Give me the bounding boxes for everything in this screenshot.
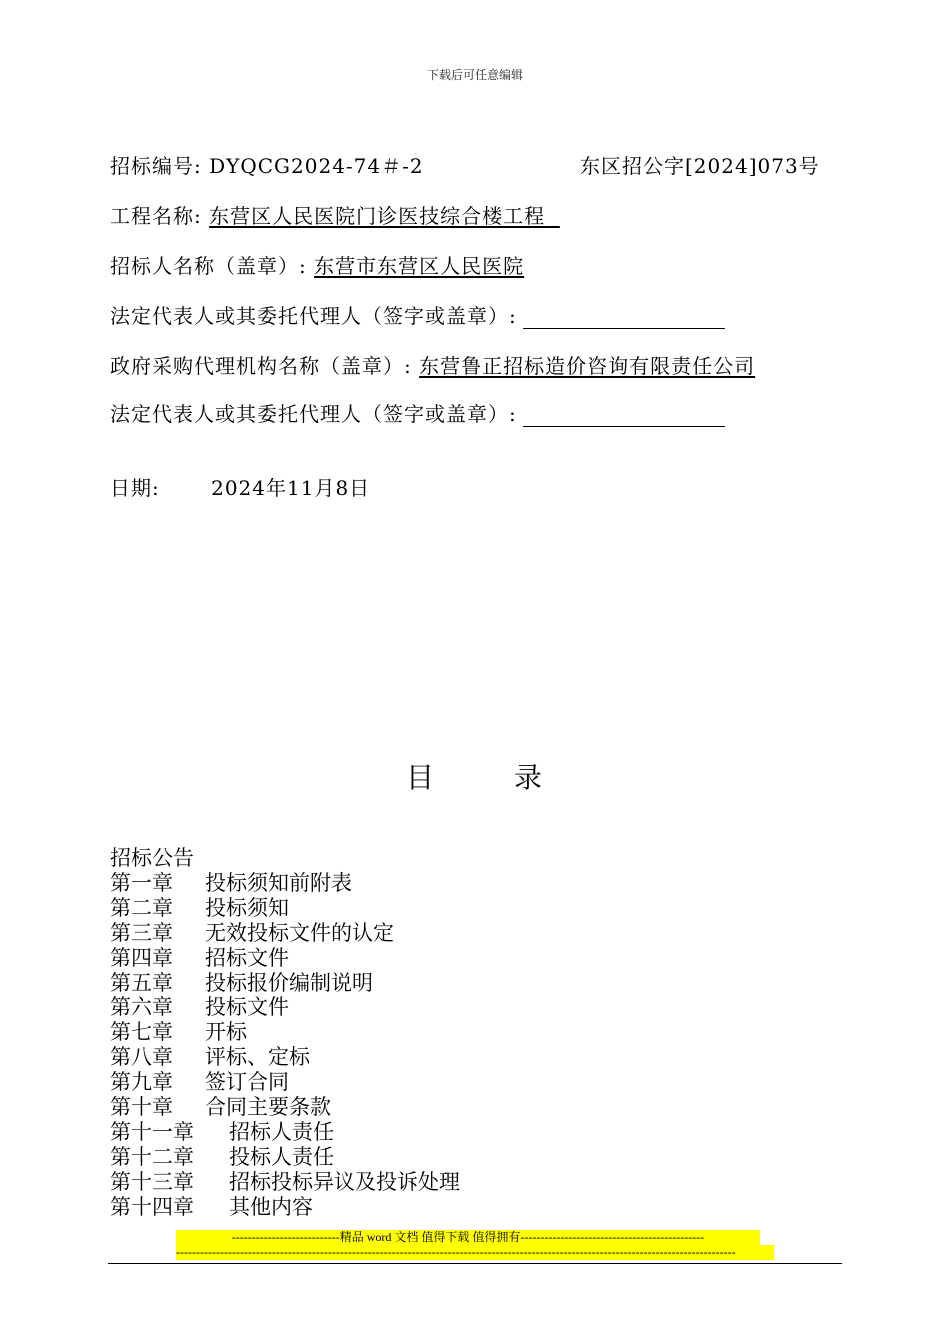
toc-chapter: 招标公告 (110, 846, 194, 870)
toc-title (0, 756, 950, 796)
project-name-label: 工程名称: (110, 204, 202, 228)
legal-rep-label: 法定代表人或其委托代理人（签字或盖章）: (110, 304, 517, 328)
tenderer-value: 东营市东营区人民医院 (314, 254, 525, 278)
toc-item (110, 1195, 460, 1220)
toc-title-text: 合同主要条款 (205, 1095, 331, 1120)
toc-chapter: 第十四章 (110, 1194, 194, 1219)
toc-item (110, 1070, 460, 1095)
toc-chapter: 第十三章 (110, 1169, 194, 1194)
tender-number-value: DYQCG2024-74＃-2 (209, 154, 424, 178)
footer-divider (108, 1263, 842, 1264)
toc-item (110, 1120, 460, 1145)
tenderer-label: 招标人名称（盖章）: (110, 254, 307, 278)
project-name-row (110, 200, 560, 229)
tenderer-row (110, 250, 524, 279)
legal-rep-row (110, 300, 725, 329)
doc-number: 东区招公字[2024]073号 (580, 154, 820, 178)
toc-item (110, 946, 460, 971)
tender-number-label: 招标编号: (110, 154, 202, 178)
project-name-value: 东营区人民医院门诊医技综合楼工程 (209, 204, 560, 228)
toc-chapter: 第二章 (110, 895, 173, 920)
toc-chapter: 第一章 (110, 870, 173, 895)
toc-item (110, 921, 460, 946)
toc-title-text: 招标人责任 (229, 1119, 334, 1144)
date-label: 日期: (110, 476, 160, 500)
toc-title-text: 投标报价编制说明 (205, 970, 373, 995)
agency-value: 东营鲁正招标造价咨询有限责任公司 (419, 354, 756, 378)
toc-item (110, 871, 460, 896)
toc-item (110, 1145, 460, 1170)
toc-title-text: 投标文件 (205, 995, 289, 1020)
toc-item (110, 1095, 460, 1120)
footer-watermark-line-2: -------------------------------------------------------------------------------------------------------------------------------------------- (176, 1245, 774, 1260)
toc-title-text: 招标投标异议及投诉处理 (229, 1169, 460, 1194)
toc-title-text: 招标文件 (205, 945, 289, 970)
date-row (110, 472, 370, 501)
toc-chapter: 第三章 (110, 920, 173, 945)
date-value: 2024年11月8日 (211, 476, 371, 500)
toc-item (110, 846, 460, 871)
toc-title-text: 其他内容 (229, 1194, 313, 1219)
toc-item (110, 1170, 460, 1195)
toc-title-text: 无效投标文件的认定 (205, 920, 394, 945)
toc-chapter: 第十章 (110, 1095, 173, 1120)
toc-title-text: 投标须知 (205, 895, 289, 920)
signature-blank-2 (523, 404, 725, 427)
toc-item (110, 896, 460, 921)
toc-item (110, 995, 460, 1020)
toc-chapter: 第八章 (110, 1045, 173, 1070)
toc-item (110, 971, 460, 996)
toc-title-text: 签订合同 (205, 1070, 289, 1095)
toc-title-text: 开标 (205, 1020, 247, 1045)
toc-title-text: 投标须知前附表 (205, 870, 352, 895)
toc-chapter: 第五章 (110, 970, 173, 995)
toc-item (110, 1045, 460, 1070)
toc-title-text: 投标人责任 (229, 1144, 334, 1169)
toc-chapter: 第十一章 (110, 1119, 194, 1144)
agency-row (110, 350, 755, 379)
toc-chapter: 第七章 (110, 1020, 173, 1045)
agency-label: 政府采购代理机构名称（盖章）: (110, 354, 412, 378)
toc-chapter: 第十二章 (110, 1144, 194, 1169)
header-note: 下载后可任意编辑 (426, 68, 523, 82)
tender-number-row (110, 150, 424, 179)
toc-chapter: 第九章 (110, 1070, 173, 1095)
toc-title-char-1: 目 (405, 761, 436, 794)
toc-item (110, 1020, 460, 1045)
legal-rep-label-2: 法定代表人或其委托代理人（签字或盖章）: (110, 402, 517, 426)
legal-rep-row-2 (110, 398, 725, 427)
toc-title-char-2: 录 (514, 761, 545, 794)
footer-watermark-line-1: ---------------------------精品 word 文档 值得下载 值得拥有---------------------------------------------- (176, 1230, 760, 1245)
toc-title-text: 评标、定标 (205, 1045, 310, 1070)
toc-chapter: 第六章 (110, 995, 173, 1020)
toc-list (110, 846, 460, 1220)
signature-blank (523, 306, 725, 329)
toc-chapter: 第四章 (110, 945, 173, 970)
